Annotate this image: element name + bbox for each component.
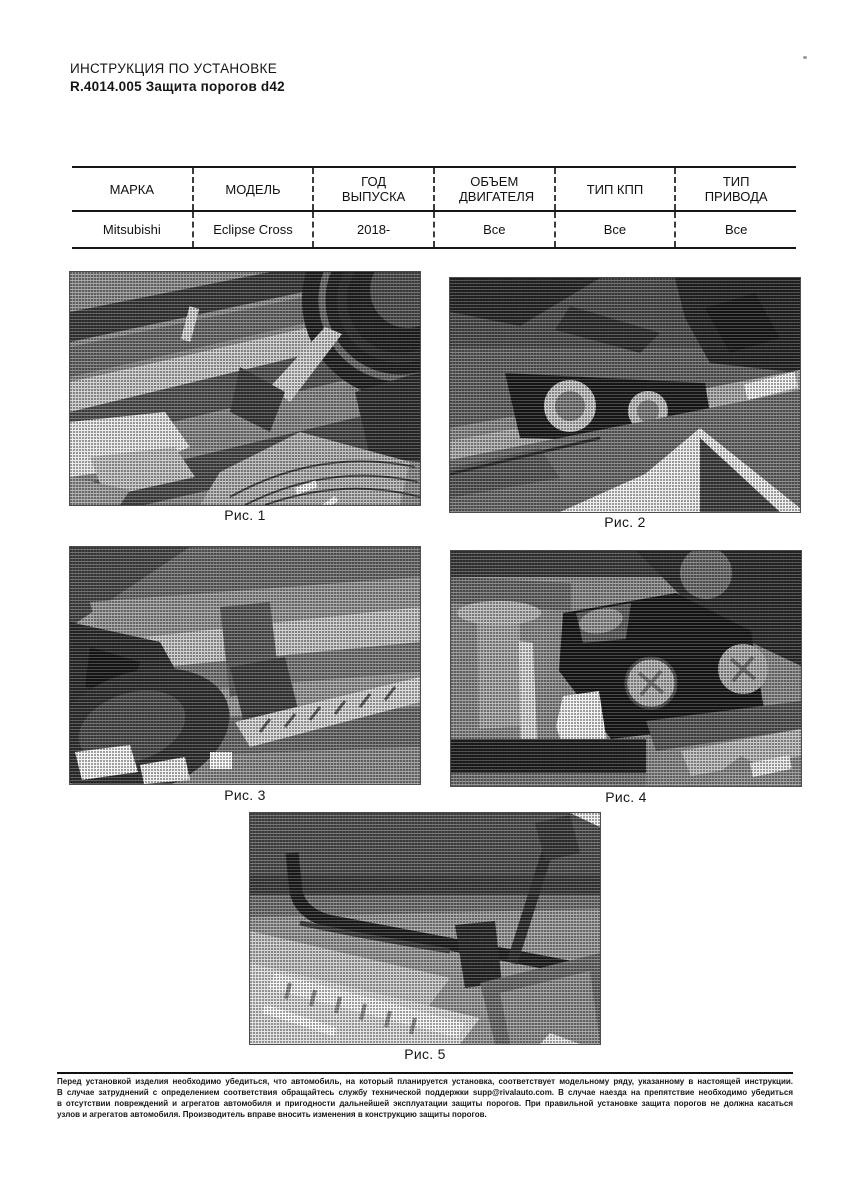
undercarriage-photo-5 xyxy=(250,813,600,1044)
figure-4-caption: Рис. 4 xyxy=(605,789,647,805)
product-code-title: R.4014.005 Защита порогов d42 xyxy=(70,79,285,94)
cell-gearbox: Все xyxy=(555,211,676,248)
undercarriage-photo-4 xyxy=(451,551,801,786)
table-header-row xyxy=(72,167,796,211)
disclaimer-line-1: Перед установкой изделия необходимо убедиться, что автомобиль, на который планируется установка, соответствует модельному ряду, указанному в настоящей инструкции. xyxy=(57,1077,793,1086)
undercarriage-photo-2 xyxy=(450,278,800,512)
instruction-title: ИНСТРУКЦИЯ ПО УСТАНОВКЕ xyxy=(70,61,277,76)
undercarriage-photo-3 xyxy=(70,547,420,784)
disclaimer-line-4: узлов и агрегатов автомобиля. Производитель вправе вносить изменения в конструкцию защиты порогов. xyxy=(57,1110,487,1119)
figure-4-photo xyxy=(451,551,801,786)
figure-2-photo xyxy=(450,278,800,512)
disclaimer-line-3: в отсутствии повреждений и агрегатов автомобиля и пригодности дальнейшей эксплуатации защиты порогов. При правильной установке защита порогов не должна касаться xyxy=(57,1099,793,1108)
document-title-block xyxy=(70,61,285,94)
cell-year: 2018- xyxy=(313,211,434,248)
figure-1-caption: Рис. 1 xyxy=(224,507,266,523)
figure-3-caption: Рис. 3 xyxy=(224,787,266,803)
column-header-drivetrain: ТИП ПРИВОДА xyxy=(675,167,796,211)
cell-drivetrain: Все xyxy=(675,211,796,248)
fitment-table xyxy=(72,166,796,249)
scan-artifact-dot xyxy=(803,56,807,59)
column-header-year: ГОД ВЫПУСКА xyxy=(313,167,434,211)
cell-brand: Mitsubishi xyxy=(72,211,193,248)
disclaimer-line-2: В случае затруднений с определением соответствия обращайтесь службу технической поддержки supp@rivalauto.com. В случае наезда на препятствие необходимо убедиться xyxy=(57,1088,793,1097)
footer-disclaimer xyxy=(57,1076,793,1120)
figure-3-photo xyxy=(70,547,420,784)
figure-5-photo xyxy=(250,813,600,1044)
column-header-brand: МАРКА xyxy=(72,167,193,211)
cell-engine: Все xyxy=(434,211,555,248)
table-row xyxy=(72,211,796,248)
figure-1-photo xyxy=(70,272,420,505)
figure-5-caption: Рис. 5 xyxy=(404,1046,446,1062)
cell-model: Eclipse Cross xyxy=(193,211,314,248)
footer-divider xyxy=(57,1072,793,1074)
column-header-gearbox: ТИП КПП xyxy=(555,167,676,211)
column-header-model: МОДЕЛЬ xyxy=(193,167,314,211)
column-header-engine: ОБЪЕМ ДВИГАТЕЛЯ xyxy=(434,167,555,211)
figure-2-caption: Рис. 2 xyxy=(604,514,646,530)
undercarriage-photo-1 xyxy=(70,272,420,505)
